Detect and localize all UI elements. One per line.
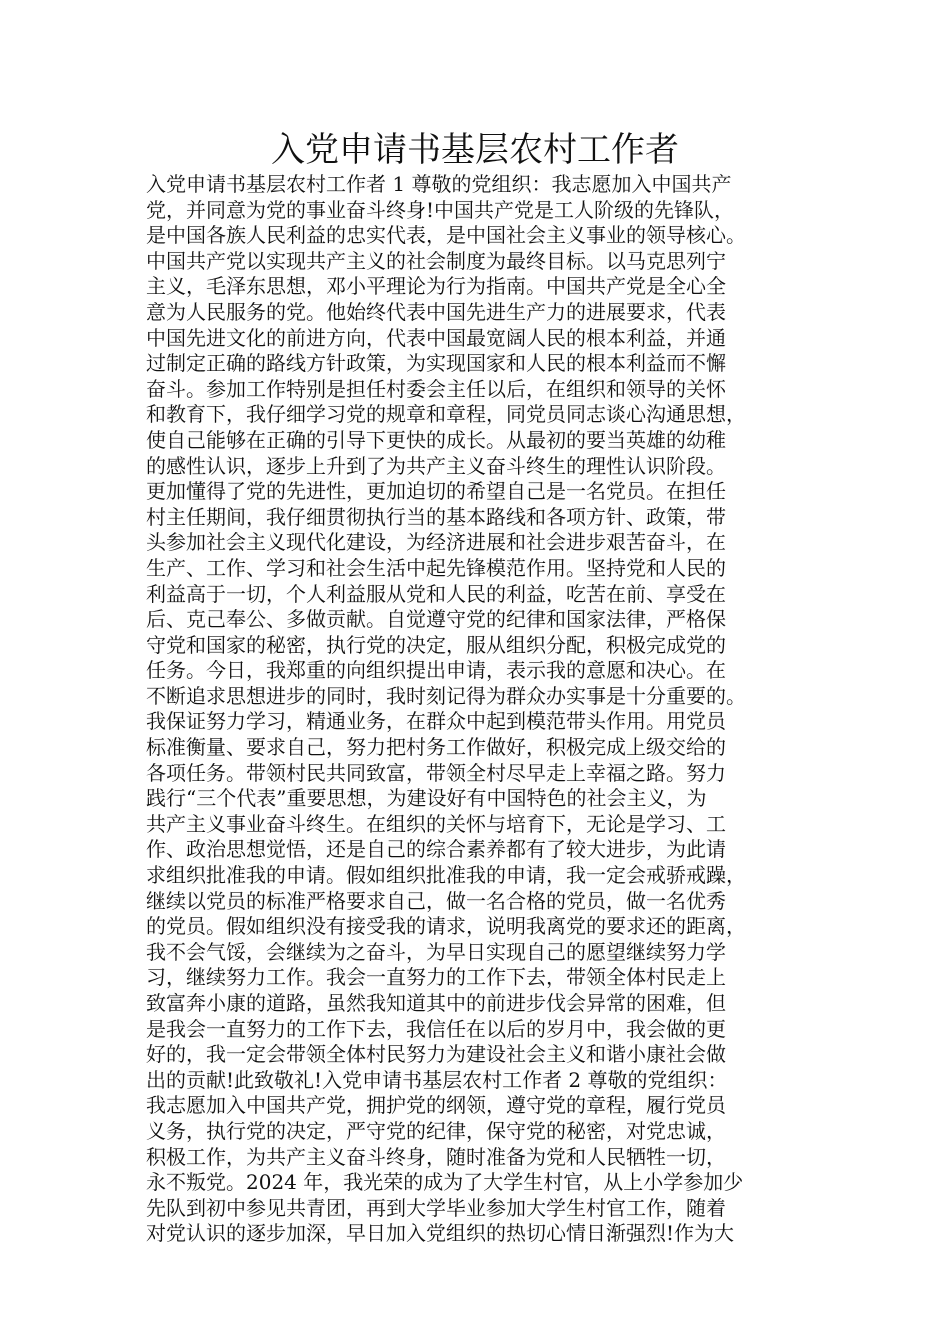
- body-line: 更加懂得了党的先进性，更加迫切的希望自己是一名党员。在担任: [146, 479, 726, 504]
- body-line: 党，并同意为党的事业奋斗终身!中国共产党是工人阶级的先锋队，: [146, 197, 735, 222]
- body-line: 义务，执行党的决定，严守党的纪律，保守党的秘密，对党忠诚，: [146, 1118, 726, 1143]
- body-line: 生产、工作、学习和社会生活中起先锋模范作用。坚持党和人民的: [146, 555, 726, 580]
- document-body: [146, 172, 826, 1247]
- body-line: 是中国各族人民利益的忠实代表，是中国社会主义事业的领导核心。: [146, 223, 746, 248]
- document-title: 入党申请书基层农村工作者: [271, 130, 679, 170]
- body-line: 利益高于一切，个人利益服从党和人民的利益，吃苦在前、享受在: [146, 581, 726, 606]
- body-line: 对党认识的逐步加深，早日加入党组织的热切心情日渐强烈!作为大: [146, 1221, 735, 1246]
- body-line: 共产主义事业奋斗终生。在组织的关怀与培育下，无论是学习、工: [146, 811, 726, 836]
- body-line: 后、克己奉公、多做贡献。自觉遵守党的纪律和国家法律，严格保: [146, 607, 726, 632]
- body-line: 奋斗。参加工作特别是担任村委会主任以后，在组织和领导的关怀: [146, 376, 726, 401]
- body-line: 致富奔小康的道路，虽然我知道其中的前进步伐会异常的困难，但: [146, 991, 726, 1015]
- body-line: 永不叛党。2024 年，我光荣的成为了大学生村官，从上小学参加少: [146, 1170, 744, 1195]
- body-line: 我保证努力学习，精通业务，在群众中起到模范带头作用。用党员: [146, 709, 726, 734]
- body-line: 过制定正确的路线方针政策，为实现国家和人民的根本利益而不懈: [146, 351, 726, 376]
- body-line: 的感性认识，逐步上升到了为共产主义奋斗终生的理性认识阶段。: [146, 453, 726, 478]
- body-line: 意为人民服务的党。他始终代表中国先进生产力的进展要求，代表: [146, 299, 726, 324]
- body-line: 践行“三个代表”重要思想，为建设好有中国特色的社会主义，为: [146, 786, 707, 811]
- body-line: 守党和国家的秘密，执行党的决定，服从组织分配，积极完成党的: [146, 632, 726, 657]
- body-line: 中国共产党以实现共产主义的社会制度为最终目标。以马克思列宁: [146, 248, 726, 273]
- body-line: 作、政治思想觉悟，还是自己的综合素养都有了较大进步，为此请: [146, 837, 726, 862]
- body-line: 习，继续努力工作。我会一直努力的工作下去，带领全体村民走上: [146, 965, 726, 990]
- body-line: 村主任期间，我仔细贯彻执行当的基本路线和各项方针、政策，带: [146, 504, 726, 529]
- body-line: 我不会气馁，会继续为之奋斗，为早日实现自己的愿望继续努力学: [146, 939, 726, 964]
- body-line: 任务。今日，我郑重的向组织提出申请，表示我的意愿和决心。在: [146, 658, 726, 683]
- body-line: 是我会一直努力的工作下去，我信任在以后的岁月中，我会做的更: [146, 1016, 726, 1041]
- body-line: 继续以党员的标准严格要求自己，做一名合格的党员，做一名优秀: [146, 888, 726, 913]
- body-line: 各项任务。带领村民共同致富，带领全村尽早走上幸福之路。努力: [146, 760, 726, 785]
- body-line: 中国先进文化的前进方向，代表中国最宽阔人民的根本利益，并通: [146, 325, 726, 350]
- body-line: 不断追求思想进步的同时，我时刻记得为群众办实事是十分重要的。: [146, 683, 746, 708]
- body-line: 好的，我一定会带领全体村民努力为建设社会主义和谐小康社会做: [146, 1042, 726, 1067]
- body-line: 主义，毛泽东思想，邓小平理论为行为指南。中国共产党是全心全: [146, 274, 726, 299]
- body-line: 先队到初中参见共青团，再到大学毕业参加大学生村官工作，随着: [146, 1195, 726, 1220]
- body-line: 标准衡量、要求自己，努力把村务工作做好，积极完成上级交给的: [146, 735, 726, 760]
- body-line: 求组织批准我的申请。假如组织批准我的申请，我一定会戒骄戒躁，: [146, 863, 746, 888]
- body-line: 出的贡献!此致敬礼!入党申请书基层农村工作者 2 尊敬的党组织：: [146, 1067, 728, 1092]
- body-line: 我志愿加入中国共产党，拥护党的纲领，遵守党的章程，履行党员: [146, 1093, 726, 1118]
- body-line: 积极工作，为共产主义奋斗终身，随时准备为党和人民牺牲一切，: [146, 1144, 726, 1169]
- body-line: 的党员。假如组织没有接受我的请求，说明我离党的要求还的距离，: [146, 914, 746, 939]
- body-line: 和教育下，我仔细学习党的规章和章程，同党员同志谈心沟通思想，: [146, 402, 746, 427]
- body-line: 使自己能够在正确的引导下更快的成长。从最初的要当英雄的幼稚: [146, 427, 726, 452]
- body-line: 入党申请书基层农村工作者 1 尊敬的党组织：我志愿加入中国共产: [146, 172, 732, 196]
- body-line: 头参加社会主义现代化建设，为经济进展和社会进步艰苦奋斗，在: [146, 530, 726, 555]
